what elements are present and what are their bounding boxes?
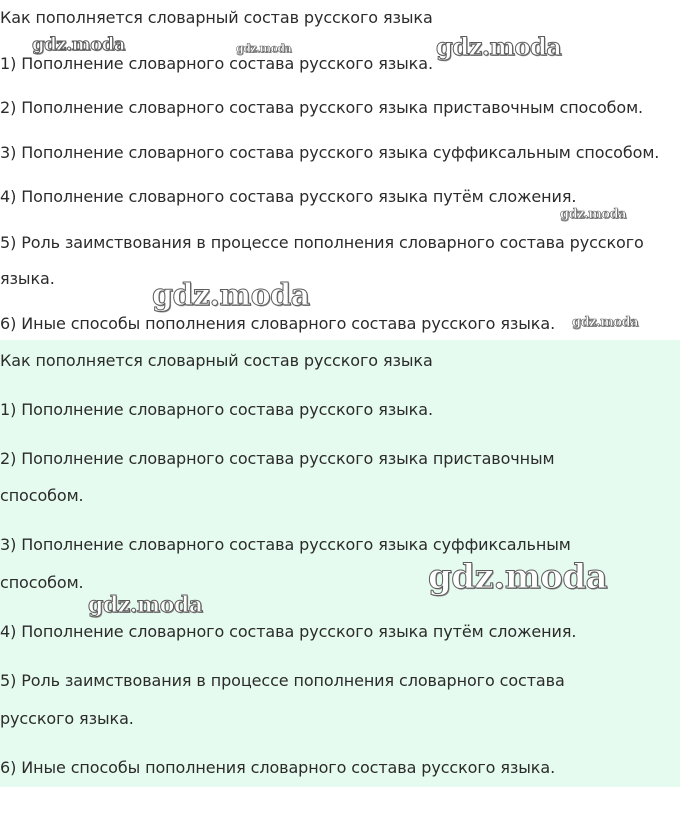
task-item: 5) Роль заимствования в процессе пополнения словарного состава русского	[0, 233, 644, 252]
answer-item: 3) Пополнение словарного состава русского языка суффиксальным	[0, 535, 571, 554]
watermark: gdz.moda	[152, 278, 310, 313]
watermark: gdz.moda	[436, 32, 562, 61]
watermark: gdz.moda	[428, 557, 608, 597]
task-item: 2) Пополнение словарного состава русского языка приставочным способом.	[0, 98, 644, 117]
answer-item-continuation: русского языка.	[0, 709, 134, 728]
task-title: Как пополняется словарный состав русского языка	[0, 8, 433, 27]
answer-item: 4) Пополнение словарного состава русского языка путём сложения.	[0, 622, 577, 641]
answer-item: 5) Роль заимствования в процессе пополнения словарного состава	[0, 671, 565, 690]
watermark: gdz.moda	[560, 207, 627, 222]
task-item: 1) Пополнение словарного состава русского языка.	[0, 54, 433, 73]
answer-title: Как пополняется словарный состав русского языка	[0, 351, 433, 370]
watermark: gdz.moda	[32, 34, 125, 55]
task-item: 4) Пополнение словарного состава русского языка путём сложения.	[0, 187, 577, 206]
watermark: gdz.moda	[88, 592, 203, 618]
answer-item-continuation: способом.	[0, 573, 84, 592]
answer-item-continuation: способом.	[0, 486, 84, 505]
task-item: 3) Пополнение словарного состава русского языка суффиксальным способом.	[0, 143, 660, 162]
answer-item: 6) Иные способы пополнения словарного состава русского языка.	[0, 758, 556, 777]
watermark: gdz.moda	[236, 42, 292, 55]
watermark: gdz.moda	[572, 315, 639, 330]
task-item-continuation: языка.	[0, 269, 55, 288]
task-item: 6) Иные способы пополнения словарного состава русского языка.	[0, 314, 556, 333]
answer-item: 2) Пополнение словарного состава русского языка приставочным	[0, 449, 555, 468]
answer-item: 1) Пополнение словарного состава русского языка.	[0, 400, 433, 419]
